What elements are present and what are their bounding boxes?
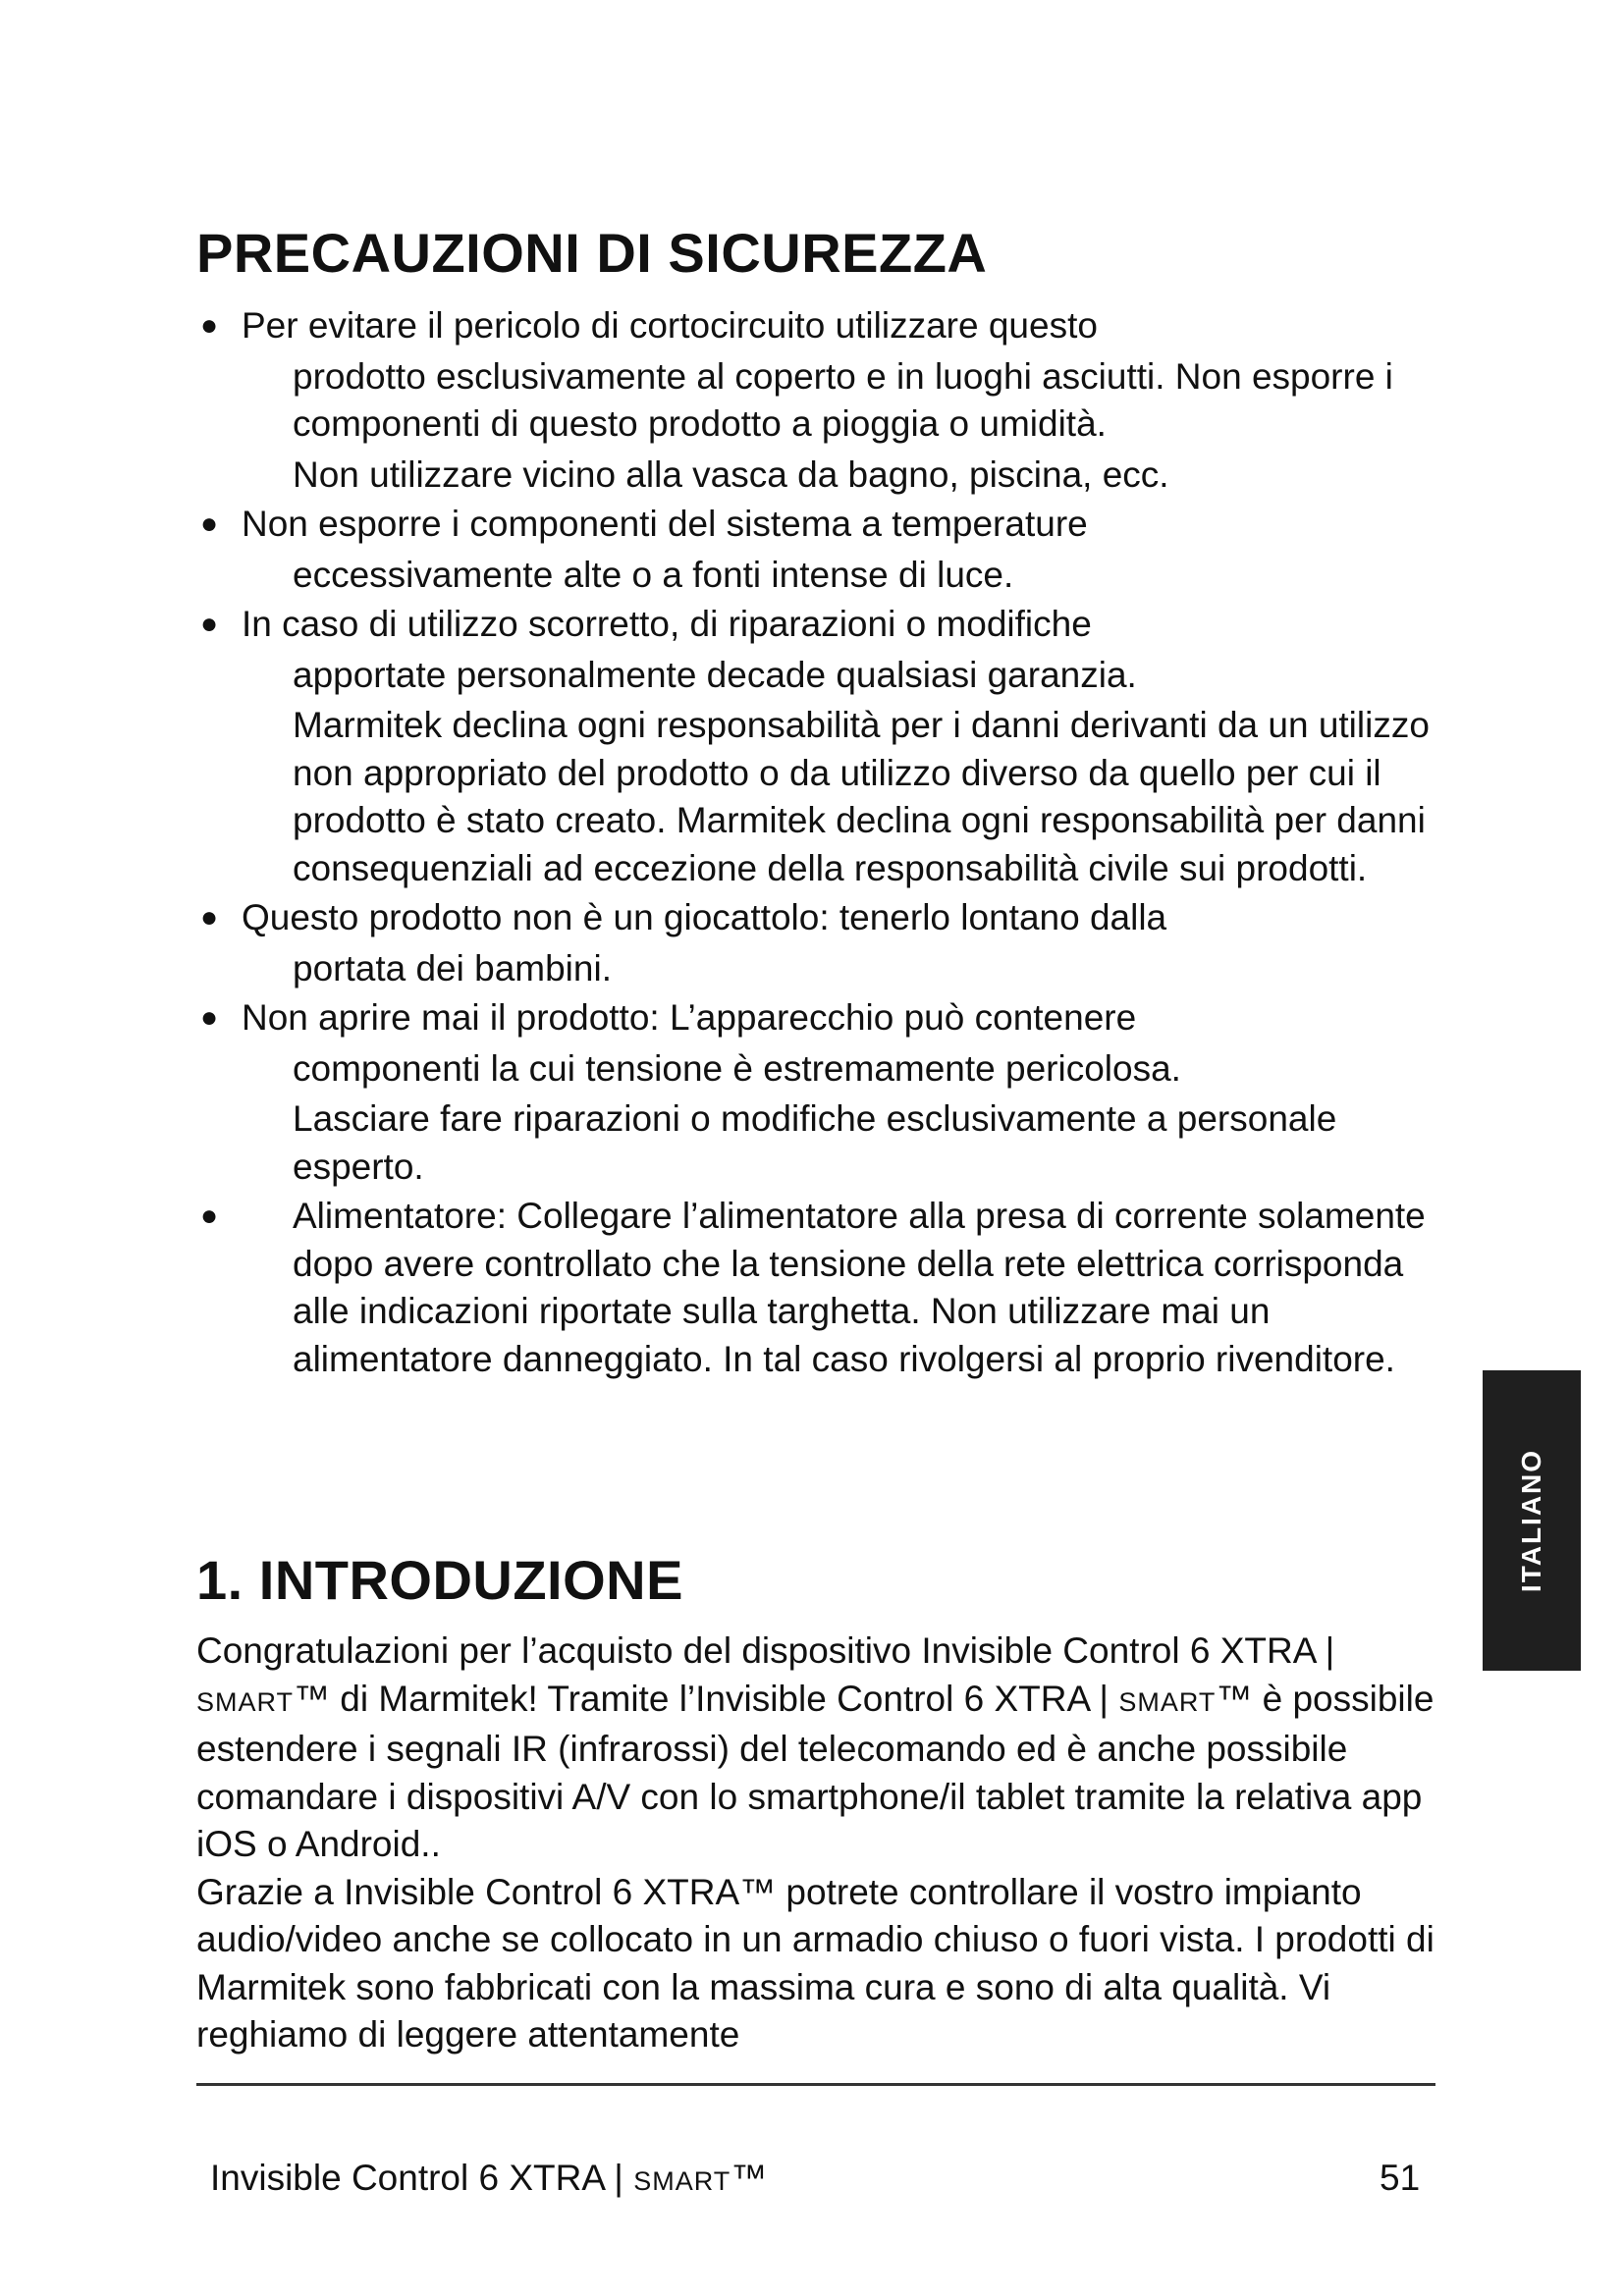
bullet-icon: ● [200,1001,219,1034]
safety-item-text: prodotto esclusivamente al coperto e in luoghi asciutti. Non esporre i componenti di questo prodotto a pioggia o umidità. [293,355,1393,444]
safety-item-extra: Lasciare fare riparazioni o modifiche esclusivamente a personale esperto. [293,1098,1337,1187]
safety-item-first-line: Non aprire mai il prodotto: L’apparecchio può contenere [242,997,1137,1038]
intro-paragraph: Grazie a Invisible Control 6 XTRA™ potrete controllare il vostro impianto audio/video anche se collocato in un armadio chiuso o fuori vista. I prodotti di Marmitek sono fabbricati con la massima cura e sono di alta qualità. Vi reghiamo di leggere attentamente [196,1871,1435,2055]
safety-item [196,894,1434,992]
safety-item-first-line: Per evitare il pericolo di cortocircuito utilizzare questo [242,305,1098,346]
intro-paragraph [196,1628,1443,1869]
safety-item-text: Alimentatore: Collegare l’alimentatore alla presa di corrente solamente dopo avere controllato che la tensione della rete elettrica corrisponda alle indicazioni riportate sulla targhetta. Non utilizzare mai un alimentatore danneggiato. In tal caso rivolgersi al proprio rivenditore. [293,1196,1426,1379]
safety-item [196,601,1434,892]
language-tab-label: ITALIANO [1516,1448,1546,1593]
footer-divider [196,2083,1435,2086]
safety-item [196,302,1434,499]
intro-text: Congratulazioni per l’acquisto del dispositivo Invisible Control 6 XTRA | [196,1630,1335,1671]
safety-item-extra: Marmitek declina ogni responsabilità per i danni derivanti da un utilizzo non appropriato del prodotto o da utilizzo diverso da quello per cui il prodotto è stato creato. Marmitek declina ogni responsabilità per danni consequenziali ad eccezione della responsabilità civile sui prodotti. [293,705,1430,888]
safety-item-first-line: Non esporre i componenti del sistema a temperature [242,504,1088,544]
trademark-symbol: ™ [731,2158,768,2198]
intro-section-title: 1. INTRODUZIONE [196,1549,683,1611]
safety-section-title: PRECAUZIONI DI SICUREZZA [196,222,988,284]
safety-item-text: componenti la cui tensione è estremamente pericolosa. [293,1047,1181,1089]
safety-item-text: apportate personalmente decade qualsiasi garanzia. [293,654,1137,695]
page-number: 51 [1380,2158,1421,2198]
bullet-icon: ● [200,901,219,934]
footer-text: Invisible Control 6 XTRA | [210,2158,634,2198]
safety-item-text: eccessivamente alte o a fonti intense di luce. [293,554,1014,595]
bullet-icon: ● [200,309,219,342]
safety-item-text: portata dei bambini. [293,947,612,988]
safety-item-first-line: In caso di utilizzo scorretto, di riparazioni o modifiche [242,604,1092,644]
safety-item-extra: Non utilizzare vicino alla vasca da bagno, piscina, ecc. [293,454,1169,495]
safety-item [196,994,1434,1191]
bullet-icon: ● [200,1200,219,1232]
bullet-icon: ● [200,507,219,540]
intro-body [196,1628,1443,2059]
safety-item [196,1193,1434,1383]
safety-item [196,501,1434,599]
language-tab [1483,1370,1581,1671]
safety-item-first-line: Questo prodotto non è un giocattolo: tenerlo lontano dalla [242,897,1167,937]
smart-small-caps: SMART [1118,1686,1217,1717]
intro-text: ™ di Marmitek! Tramite l’Invisible Control 6 XTRA | [294,1678,1119,1719]
smart-small-caps: SMART [196,1686,295,1717]
safety-list [196,302,1434,1385]
footer-product-title [210,2158,767,2199]
bullet-icon: ● [200,608,219,640]
intro-text: ™ è possibile estendere i segnali IR (infrarossi) del telecomando ed è anche possibile comandare i dispositivi A/V con lo smartphone/il tablet tramite la relativa app iOS o Android.. [196,1678,1435,1864]
smart-small-caps: SMART [633,2166,731,2196]
